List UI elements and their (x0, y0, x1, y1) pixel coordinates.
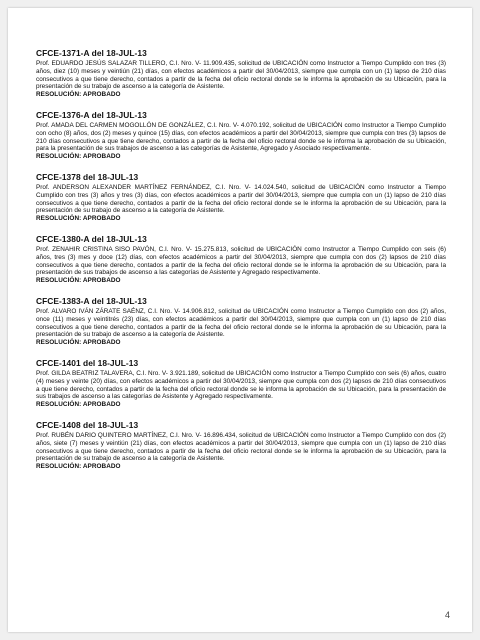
entry-resolution: RESOLUCIÓN: APROBADO (36, 401, 121, 408)
entry-title: CFCE-1378 del 18-JUL-13 (36, 172, 139, 182)
entry (36, 110, 446, 161)
entry-body: Prof. AMADA DEL CARMEN MOGOLLÓN DE GONZÁLEZ, C.I. Nro. V- 4.070.192, solicitud de UBICACIÓN como Instructor a Tiempo Cumplido con ocho (8) años, dos (2) meses y quince (15) días, con efectos académicos a partir del 30/04/2013, siempre que cumpla con tres (3) lapsos de 210 días consecutivos a que tiene derecho, contados a partir de la fecha del oficio rectoral donde se le informa la aprobación de su Ubicación, para la presentación de sus trabajos de ascenso a las categorías de Asistente, Agregado y Asociado respectivamente. (36, 122, 446, 153)
entry-body: Prof. RUBÉN DARIO QUINTERO MARTÍNEZ, C.I. Nro. V- 16.896.434, solicitud de UBICACIÓN como Instructor a Tiempo Cumplido con dos (2) años, siete (7) meses y veintiún (21) días, con efectos académicos a partir del 30/04/2013, siempre que cumpla con un (1) lapso de 210 días consecutivos a que tiene derecho, contados a partir de la fecha del oficio rectoral donde se le informa la aprobación de su Ubicación, para la presentación de su trabajo de ascenso a la categoría de Asistente. (36, 432, 446, 463)
entry-title: CFCE-1408 del 18-JUL-13 (36, 420, 139, 430)
entry-title: CFCE-1376-A del 18-JUL-13 (36, 110, 147, 120)
entry-title: CFCE-1401 del 18-JUL-13 (36, 358, 139, 368)
entry-title: CFCE-1383-A del 18-JUL-13 (36, 296, 147, 306)
entry (36, 234, 446, 285)
entries-list (36, 48, 446, 482)
entry-body: Prof. GILDA BEATRIZ TALAVERA, C.I. Nro. V- 3.921.189, solicitud de UBICACIÓN como Instructor a Tiempo Cumplido con seis (6) años, cuatro (4) meses y veinte (20) días, con efectos académicos a partir del 30/04/2013, siempre que cumpla con dos (2) lapsos de 210 días consecutivos a que tiene derecho, contados a partir de la fecha del oficio rectoral donde se le informa la aprobación de su Ubicación, para la presentación de sus trabajos de ascenso a las categorías de Asistente y Agregado respectivamente. (36, 370, 446, 401)
entry-body: Prof. EDUARDO JESÚS SALAZAR TILLERO, C.I. Nro. V- 11.909.435, solicitud de UBICACIÓN como Instructor a Tiempo Cumplido con tres (3) años, diez (10) meses y veintiún (21) días, con efectos académicos a partir del 30/04/2013, siempre que cumpla con un (1) lapso de 210 días consecutivos a que tiene derecho, contados a partir de la fecha del oficio rectoral donde se le informa la aprobación de su Ubicación, para la presentación de su trabajo de ascenso a la categoría de Asistente. (36, 60, 446, 91)
entry-title: CFCE-1380-A del 18-JUL-13 (36, 234, 147, 244)
entry-resolution: RESOLUCIÓN: APROBADO (36, 215, 121, 222)
entry-body: Prof. ALVARO IVÁN ZÁRATE SAÉNZ, C.I. Nro. V- 14.906.812, solicitud de UBICACIÓN como Instructor a Tiempo Cumplido con dos (2) años, once (11) meses y veintitrés (23) días, con efectos académicos a partir del 30/04/2013, siempre que cumpla con un (1) lapso de 210 días consecutivos a que tiene derecho, contados a partir de la fecha del oficio rectoral donde se le informa la aprobación de su Ubicación, para la presentación de su trabajo de ascenso a la categoría de Asistente. (36, 308, 446, 339)
entry (36, 172, 446, 223)
entry (36, 296, 446, 347)
entry-resolution: RESOLUCIÓN: APROBADO (36, 463, 121, 470)
entry-resolution: RESOLUCIÓN: APROBADO (36, 91, 121, 98)
entry (36, 358, 446, 409)
entry-title: CFCE-1371-A del 18-JUL-13 (36, 48, 147, 58)
entry (36, 48, 446, 99)
entry (36, 420, 446, 471)
entry-body: Prof. ZENAHIR CRISTINA SISO PAVÓN, C.I. Nro. V- 15.275.813, solicitud de UBICACIÓN como Instructor a Tiempo Cumplido con seis (6) años, tres (3) mes y doce (12) días, con efectos académicos a partir del 30/04/2013, siempre que cumpla con dos (2) lapsos de 210 días consecutivos a que tiene derecho, contados a partir de la fecha del oficio rectoral donde se le informa la aprobación de su Ubicación, para la presentación de sus trabajos de ascenso a las categorías de Asistente y Agregado respectivamente. (36, 246, 446, 277)
document-page (8, 8, 472, 632)
entry-resolution: RESOLUCIÓN: APROBADO (36, 153, 121, 160)
page-number: 4 (444, 610, 450, 620)
entry-resolution: RESOLUCIÓN: APROBADO (36, 339, 121, 346)
entry-resolution: RESOLUCIÓN: APROBADO (36, 277, 121, 284)
entry-body: Prof. ANDERSON ALEXANDER MARTÍNEZ FERNÁNDEZ, C.I. Nro. V- 14.024.540, solicitud de UBICACIÓN como Instructor a Tiempo Cumplido con tres (3) años y tres (3) días, con efectos académicos a partir del 30/04/2013, siempre que cumpla con un (1) lapso de 210 días consecutivos a que tiene derecho, contados a partir de la fecha del oficio rectoral donde se le informa la aprobación de su Ubicación, para la presentación de su trabajo de ascenso a la categoría de Asistente. (36, 184, 446, 215)
